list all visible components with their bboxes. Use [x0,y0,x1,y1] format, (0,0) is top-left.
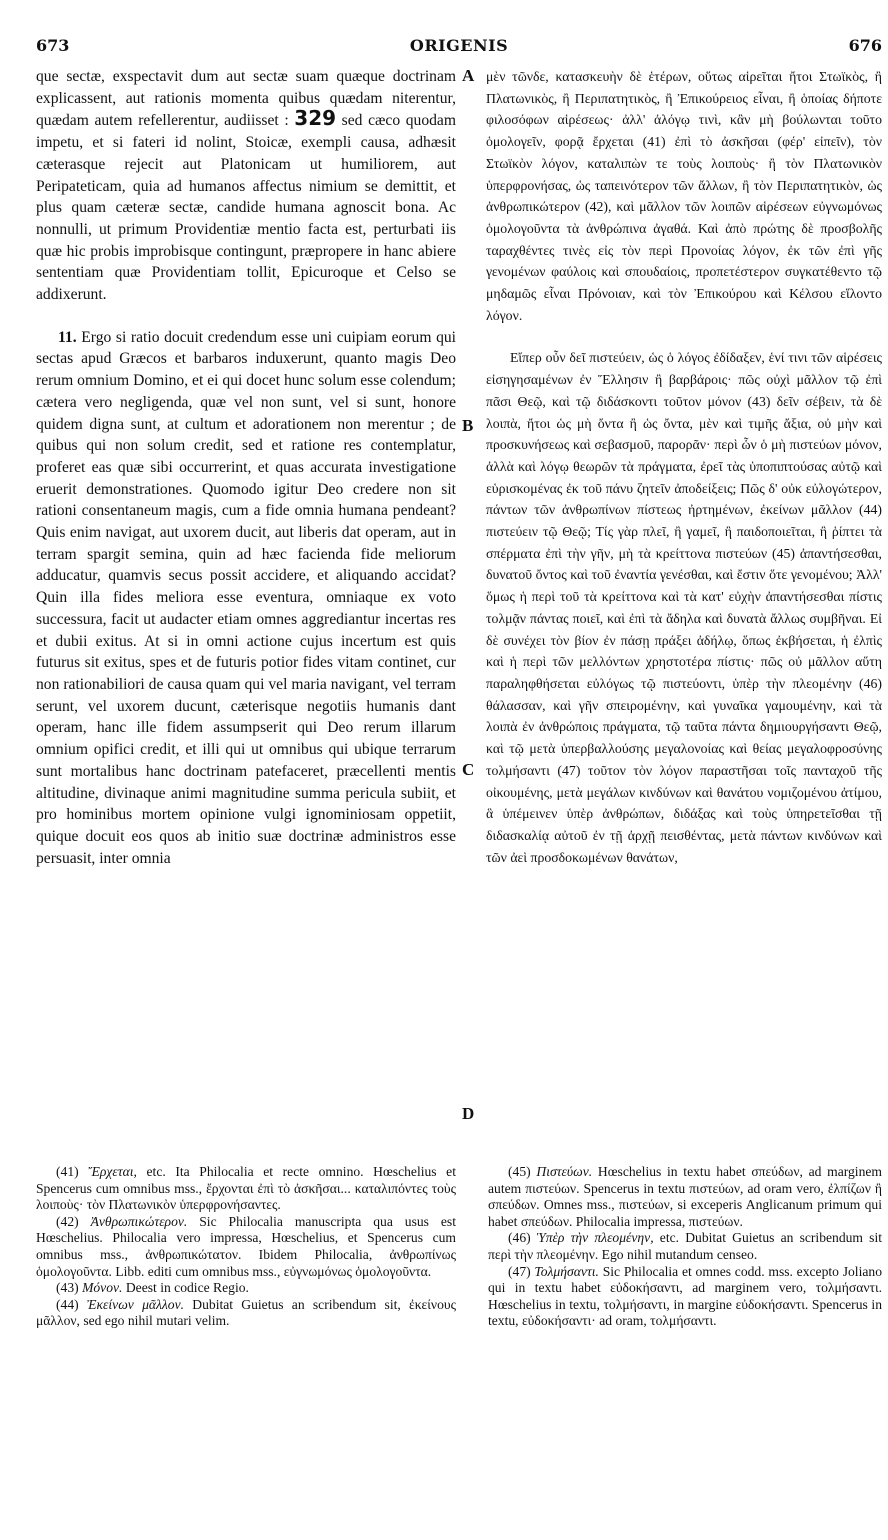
page-number-left: 673 [36,36,70,55]
greek-column [486,66,882,868]
footnote: (42) Ἀνθρωπικώτερον. Sic Philocalia manuscripta qua usus est Hœschelius. Philocalia vero impressa, Hœschelius, et Spencerus cum omnibus mss., ἀνθρωπικώτατον. Ibidem Philocalia, ἀνθρωπίνως ὁμολογοῦντα. Libb. editi cum omnibus mss., εὐγνωμόνως ὁμολογοῦντα. [36,1213,456,1279]
footnote: (45) Πιστεύων. Hœschelius in textu habet σπεύδων, ad marginem autem πιστεύων. Spencerus in textu πιστεύων, ad oram vero, ἐλπίζων ἢ σπεύδων. Omnes mss., πιστεύων, si exceperis Anglicanum primum qui habet σπεύδων. Philocalia impressa, πιστεύων. [488,1164,882,1229]
latin-paragraph-1-part-1: que sectæ, exspectavit dum aut sectæ suam quæque doctrinam explicassent, aut rationis momenta quibus quædam niterentur, quædam autem refellerentur, audiisset : [36,68,456,130]
running-header [36,36,882,60]
margin-letter-a: A [462,66,475,85]
greek-paragraph-2: Εἴπερ οὖν δεῖ πιστεύειν, ὡς ὁ λόγος ἐδίδαξεν, ἑνί τινι τῶν αἱρέσεις εἰσηγησαμένων ἐν Ἕλλησιν ἢ βαρβάροις· πῶς οὐχὶ μᾶλλον τῷ ἐπὶ πᾶσι Θεῷ, καὶ τῷ διδάσκοντι τοῦτον μόνον (43) δεῖν σέβειν, τὰ δὲ λοιπὰ, ἤτοι ὡς μὴ ὄντα ἢ ὡς ὄντα, μὲν καὶ τιμῆς ἄξια, οὐ μὴν καὶ προσκυνήσεως καὶ σεβασμοῦ, παρορᾶν· περὶ ὧν ὁ μὴ πιστεύων μόνον, ἀλλὰ καὶ λόγῳ θεωρῶν τὰ πράγματα, ἐρεῖ τὰς ὑποπιπτούσας αὐτῷ καὶ εὑρισκομένας ἐκ τοῦ πάνυ ζητεῖν ἀποδείξεις; Πῶς δ' οὐκ εὐλογώτερον, πάντων τῶν ἀνθρωπίνων πίστεως ἠρτημένων, ἐκείνων μᾶλλον (44) πιστεύειν τῷ Θεῷ; Τίς γὰρ πλεῖ, ἢ γαμεῖ, ἢ παιδοποιεῖται, ἢ ῥίπτει τὰ σπέρματα ἐπὶ τὴν γῆν, μὴ τὰ κρείττονα πιστεύων (45) ἀπαντήσεσθαι, δυνατοῦ ὄντος καὶ τοῦ ἐναντία γενέσθαι, καὶ ἔστιν ὅτε γενομένου; Ἀλλ' ὅμως ἡ περὶ τοῦ τὰ κρείττονα καὶ τὰ κατ' εὐχὴν ἀπαντήσεσθαι πίστις τολμᾷν πάντας ποιεῖ, καὶ ἐπὶ τὰ ἄδηλα καὶ δυνατὰ ἄλλως συμβῆναι. Εἰ δὲ συνέχει τὸν βίον ἐν πάσῃ πράξει ἀδήλῳ, ὅπως ἐκβήσεται, ἡ ἐλπὶς καὶ ἡ περὶ τῶν μελλόντων χρηστοτέρα πίστις· πῶς οὐ μᾶλλον αὕτη παραληφθήσεται εὐλόγως τῷ πιστεύοντι, ὑπὲρ τὴν πλεομένην (46) θάλασσαν, καὶ γῆν σπειρομένην, καὶ γυναῖκα γαμουμένην, καὶ τὰ λοιπὰ ἐν ἀνθρώποις πράγματα, τῷ ταῦτα πάντα δημιουργήσαντι Θεῷ, καὶ τῷ μετὰ ὑπερβαλλούσης μεγαλονοίας καὶ θείας μεγαλοφροσύνης τολμήσαντι (47) τοῦτον τὸν λόγον παραστῆσαι τοῖς πανταχοῦ τῆς οἰκουμένης, μετὰ μεγάλων κινδύνων καὶ θανάτου νομιζομένου ἀτίμου, ἃ ὑπέμεινεν ὑπὲρ ἀνθρώπων, διδάξας καὶ τοὺς ὑπηρετεῖσθαι τῇ διδασκαλίᾳ αὐτοῦ ἐν τῇ ἀρχῇ πεισθέντας, μετὰ πάντων κινδύνων καὶ τῶν ἀεὶ προσδοκωμένων θανάτων, [486,350,882,865]
page-marker: 329 [294,106,337,131]
latin-column [36,66,456,869]
latin-paragraph-2-text: Ergo si ratio docuit credendum esse uni cuipiam eorum qui sectas apud Græcos et barbaros induxerunt, quanto magis Deo rerum omnium Domino, et ei qui docet hunc solum esse colendum; cætera vero negligenda, quæ vel non sunt, vel si sunt, honore quidem digna sunt, at cultum et adorationem non merentur ; de quibus qui non solum credit, sed et ratione res contemplatur, proferet eas quæ sibi occurrerint, et quas accurata investigatione eruerit demonstrationes. Quomodo igitur Deo credere non sit rationi consentaneum magis, cum a fide omnia humana pendeant? Quis enim navigat, aut uxorem ducit, aut liberis dat operam, aut in terram spargit semina, quin ad hæc facienda fide meliorum adducatur, quamvis secus possit accidere, et aliquando accidat? Quin illa fides meliora esse eventura, omniaque ex voto successura, facit ut audacter etiam omnes aggrediantur incertas res et dubii exitus. At si in omni actione cujus incertum est quis futurus sit exitus, spes et de futuris potior fides vitam continet, cur non rationabiliori de causa quam qui vel maria navigant, vel terram serunt, vel uxorem ducunt, cæterisque negotiis humanis dant operam, hanc ille fidem assumpserit qui Deo rerum illarum omnium opifici credit, et illi qui ut omnibus qui ubique terrarum sunt mortalibus hanc doctrinam patefaceret, præcellenti mentis altitudine, divinaque animi magnitudine summa pericula subiit, et pro hominibus mortem opinione vulgi ignominiosam oppetiit, quique docuit eos quos ab initio suæ doctrinæ administros esse persuasit, inter omnia [36,328,456,867]
latin-paragraph-2 [36,327,456,870]
margin-letter-b: B [462,416,474,435]
section-number: 11. [58,328,77,346]
footnote: (47) Τολμήσαντι. Sic Philocalia et omnes codd. mss. excepto Joliano qui in textu habet εὐδοκήσαντι, ad marginem vero, τολμήσαντι. Hœschelius in textu, τολμήσαντι, in margine εὐδοκήσαντι. Spencerus in textu, εὐδοκήσαντι· ad oram, τολμήσαντι. [488,1263,882,1329]
footnotes-right [488,1164,882,1330]
latin-paragraph-1-part-2: sed cæco quodam impetu, et si fateri id nolint, Stoicæ, exempli causa, adhæsit cæterasque rejecit aut Platonicam ut humiliorem, aut Peripateticam, quia ad humanos affectus nimium se demittit, et plus quam cæteræ sectæ, candide humana agnoscit bona. Ac nonnulli, ut primum Providentiæ mentio facta est, perturbati iis quæ hic probis improbisque contingunt, præpropere in hanc abiere sententiam quæ Providentiam tollit, Epicuroque et Celso se addixerunt. [36,112,456,304]
latin-paragraph-1 [36,66,456,306]
footnote: (46) Ὑπὲρ τὴν πλεομένην, etc. Dubitat Guietus an scribendum sit περὶ τὴν πλεομένην. Ego nihil mutandum censeo. [488,1230,883,1262]
footnote: (44) Ἐκείνων μᾶλλον. Dubitat Guietus an scribendum sit, ἐκείνους μᾶλλον, sed ego nihil mutari velim. [36,1296,456,1329]
page-number-right: 676 [848,36,882,55]
footnote: (43) Μόνον. Deest in codice Regio. [56,1280,249,1296]
footnotes-left [36,1164,456,1330]
greek-paragraph-1: μὲν τῶνδε, κατασκευὴν δὲ ἑτέρων, οὕτως αἱρεῖται ἤτοι Στωϊκὸς, ἢ Πλατωνικὸς, ἢ Περιπατητικὸς, ἢ Ἐπικούρειος εἶναι, ἢ ὁποίας δήποτε φιλοσόφων αἱρέσεως· ἀλλ' ἀλόγῳ τινὶ, κἂν μὴ βούλωνται τοῦτο ὁμολογεῖν, φορᾷ ἔρχεται (41) ἐπὶ τὸ ἀσκῆσαι (φέρ' εἰπεῖν), τὸν Στωϊκὸν λόγον, καταλιπὼν τε τοὺς λοιποὺς· ἢ τὸν Πλατωνικὸν ὑπερφρονήσας, ὡς ταπεινότερον τῶν ἄλλων, ἢ τὸν Περιπατητικὸν, ὡς ἀνθρωπικώτερον (42), καὶ μᾶλλον τῶν λοιπῶν αἱρέσεων εὐγνωμόνως ὁμολογοῦντα τὰ ἀνθρώπινα ἀγαθά. Καὶ ἀπὸ πρώτης δὲ προσβολῆς ταραχθέντες τινὲς εἰς τὸν περὶ Προνοίας λόγον, ἐκ τῶν ἐπὶ γῆς γενομένων φαύλοις καὶ σπουδαίοις, προπετέστερον συγκατέθεντο τῷ μηδαμῶς εἶναι Πρόνοιαν, καὶ τὸν Ἐπικούρου καὶ Κέλσου εἵλοντο λόγον. [486,69,882,323]
running-title: ORIGENIS [409,36,509,55]
margin-letter-d: D [462,1104,475,1123]
margin-letter-c: C [462,760,475,779]
footnote: (41) Ἔρχεται, etc. Ita Philocalia et recte omnino. Hœschelius et Spencerus cum omnibus mss., ἔρχονται ἐπὶ τὸ ἀσκῆσαι... καταλιπόντες τοὺς λοιποὺς· τὸν Πλατωνικὸν ὑπερφρονήσαντες. [36,1164,456,1213]
